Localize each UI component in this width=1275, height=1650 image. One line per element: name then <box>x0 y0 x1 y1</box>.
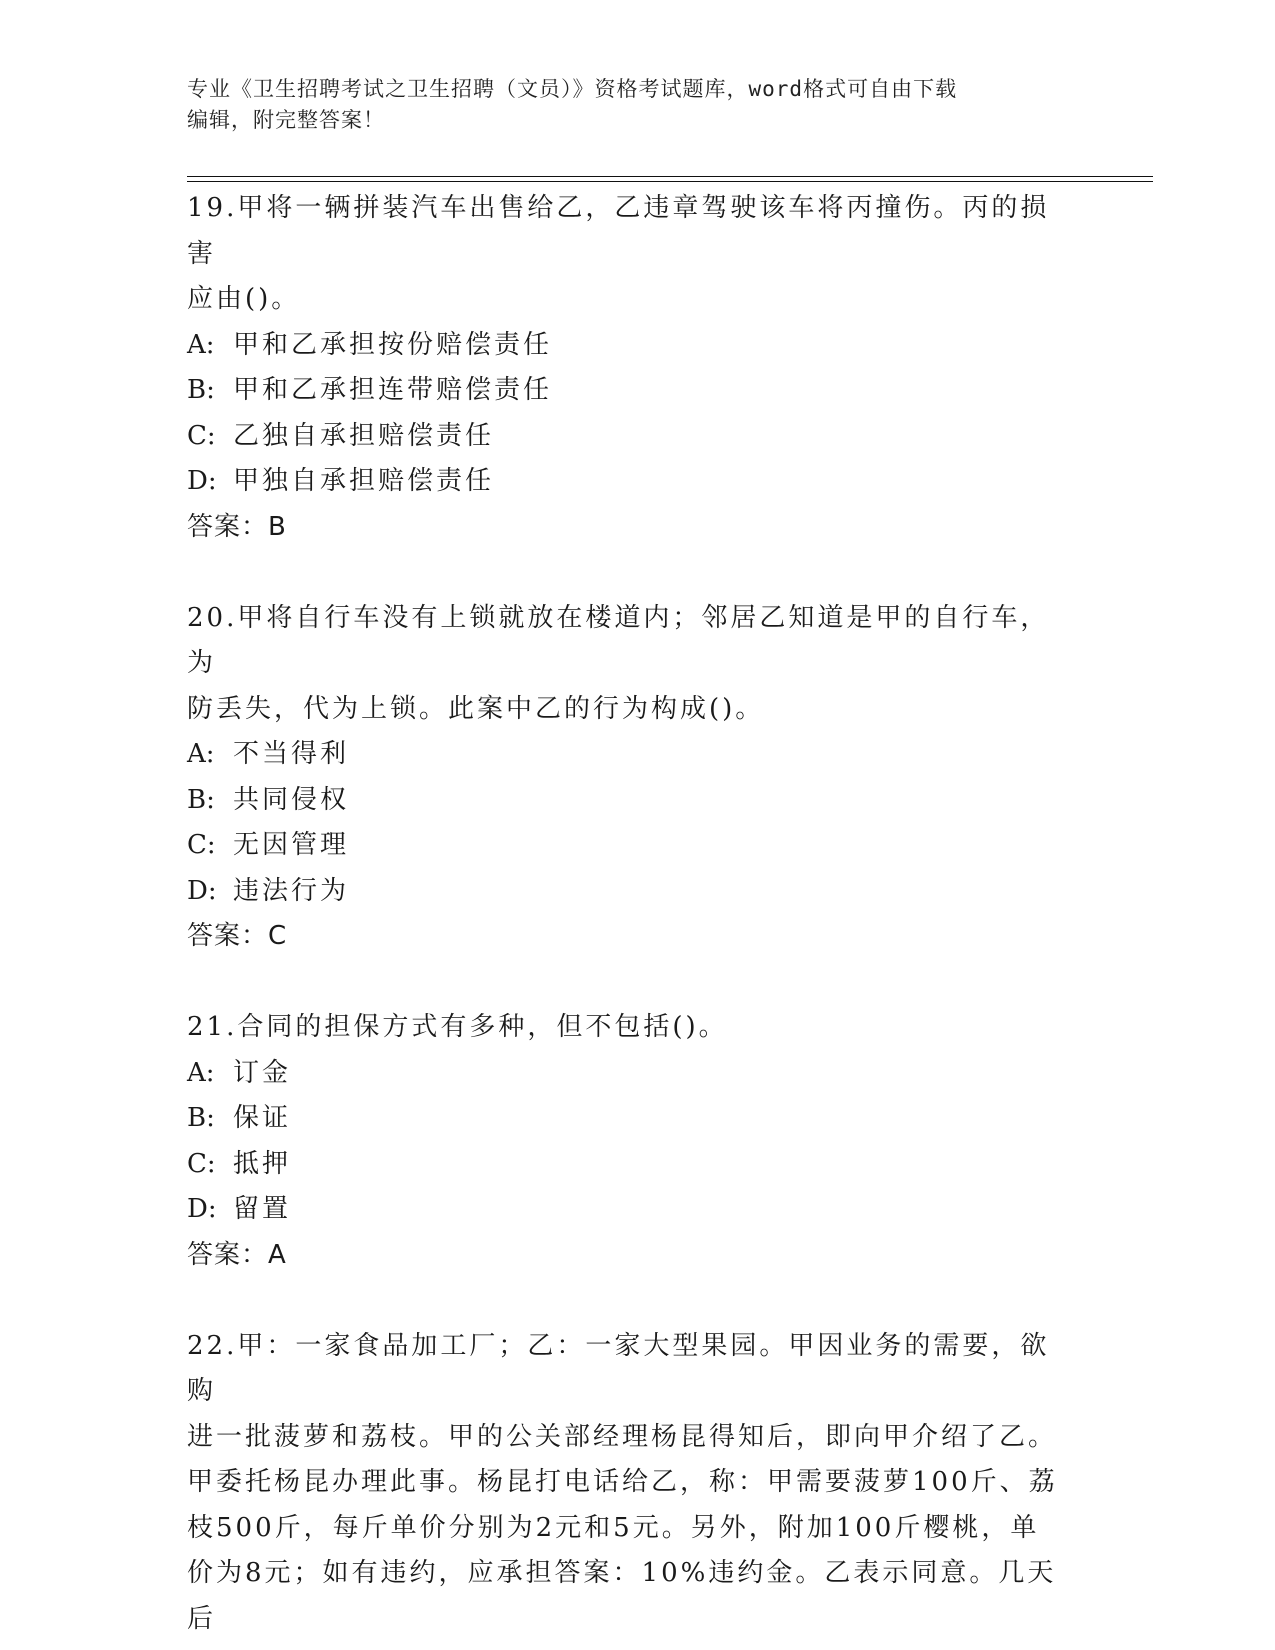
stem-line: 20.甲将自行车没有上锁就放在楼道内；邻居乙知道是甲的自行车，为 <box>187 602 1050 678</box>
option-letter: B: <box>187 1103 215 1133</box>
option-d <box>187 1187 1067 1233</box>
option-c <box>187 414 1067 460</box>
option-d <box>187 869 1067 915</box>
option-b <box>187 1096 1067 1142</box>
stem-line: 枝500斤，每斤单价分别为2元和5元。另外，附加100斤樱桃，单 <box>187 1512 1040 1543</box>
option-letter: B: <box>187 784 215 815</box>
option-text: 不当得利 <box>233 739 350 769</box>
option-letter: D: <box>187 875 217 906</box>
option-letter: A: <box>187 1057 215 1088</box>
document-header <box>187 74 1087 136</box>
option-b <box>187 368 1067 414</box>
option-letter: C: <box>187 830 216 860</box>
answer-line: 答案：C <box>187 921 288 951</box>
question-21 <box>187 1005 1067 1278</box>
option-text: 乙独自承担赔偿责任 <box>233 420 495 451</box>
question-stem <box>187 1005 1067 1051</box>
question-list <box>187 186 1067 1642</box>
option-letter: B: <box>187 375 215 405</box>
header-line-2: 编辑，附完整答案！ <box>187 108 385 132</box>
option-a <box>187 323 1067 369</box>
question-20 <box>187 596 1067 960</box>
option-c <box>187 1142 1067 1188</box>
stem-line: 防丢失，代为上锁。此案中乙的行为构成()。 <box>187 693 765 724</box>
option-text: 甲和乙承担连带赔偿责任 <box>233 375 553 405</box>
question-spacer <box>187 1278 1067 1324</box>
stem-line: 21.合同的担保方式有多种，但不包括()。 <box>187 1012 728 1042</box>
question-stem <box>187 1324 1067 1643</box>
header-rule-bottom <box>187 181 1153 182</box>
answer-line: 答案：B <box>187 511 287 542</box>
option-text: 共同侵权 <box>233 784 350 815</box>
stem-line: 22.甲：一家食品加工厂；乙：一家大型果园。甲因业务的需要，欲购 <box>187 1330 1050 1406</box>
option-letter: D: <box>187 1194 217 1224</box>
question-spacer <box>187 550 1067 596</box>
header-line-1: 专业《卫生招聘考试之卫生招聘（文员）》资格考试题库，word格式可自由下载 <box>187 77 958 101</box>
option-text: 抵押 <box>233 1148 292 1179</box>
option-text: 甲独自承担赔偿责任 <box>233 466 495 496</box>
stem-line: 19.甲将一辆拼装汽车出售给乙，乙违章驾驶该车将丙撞伤。丙的损害 <box>187 193 1050 269</box>
question-22 <box>187 1324 1067 1643</box>
question-stem <box>187 186 1067 323</box>
stem-line: 应由()。 <box>187 284 301 314</box>
option-text: 甲和乙承担按份赔偿责任 <box>233 329 553 360</box>
answer-line: 答案：A <box>187 1239 287 1270</box>
option-letter: A: <box>187 739 215 769</box>
question-spacer <box>187 960 1067 1006</box>
stem-line: 进一批菠萝和荔枝。甲的公关部经理杨昆得知后，即向甲介绍了乙。 <box>187 1421 1058 1452</box>
option-text: 无因管理 <box>233 830 350 860</box>
header-rule-top <box>187 176 1153 177</box>
option-letter: C: <box>187 1148 216 1179</box>
option-b <box>187 778 1067 824</box>
option-text: 留置 <box>233 1194 292 1224</box>
option-letter: D: <box>187 466 217 496</box>
option-a <box>187 1051 1067 1097</box>
option-letter: A: <box>187 329 215 360</box>
option-text: 订金 <box>233 1057 292 1088</box>
option-text: 保证 <box>233 1103 292 1133</box>
option-text: 违法行为 <box>233 875 350 906</box>
question-19 <box>187 186 1067 550</box>
option-letter: C: <box>187 420 216 451</box>
stem-line: 甲委托杨昆办理此事。杨昆打电话给乙，称：甲需要菠萝100斤、荔 <box>187 1467 1058 1497</box>
option-a <box>187 732 1067 778</box>
option-d <box>187 459 1067 505</box>
stem-line: 价为8元；如有违约，应承担答案：10%违约金。乙表示同意。几天后 <box>187 1558 1057 1634</box>
question-stem <box>187 596 1067 733</box>
option-c <box>187 823 1067 869</box>
